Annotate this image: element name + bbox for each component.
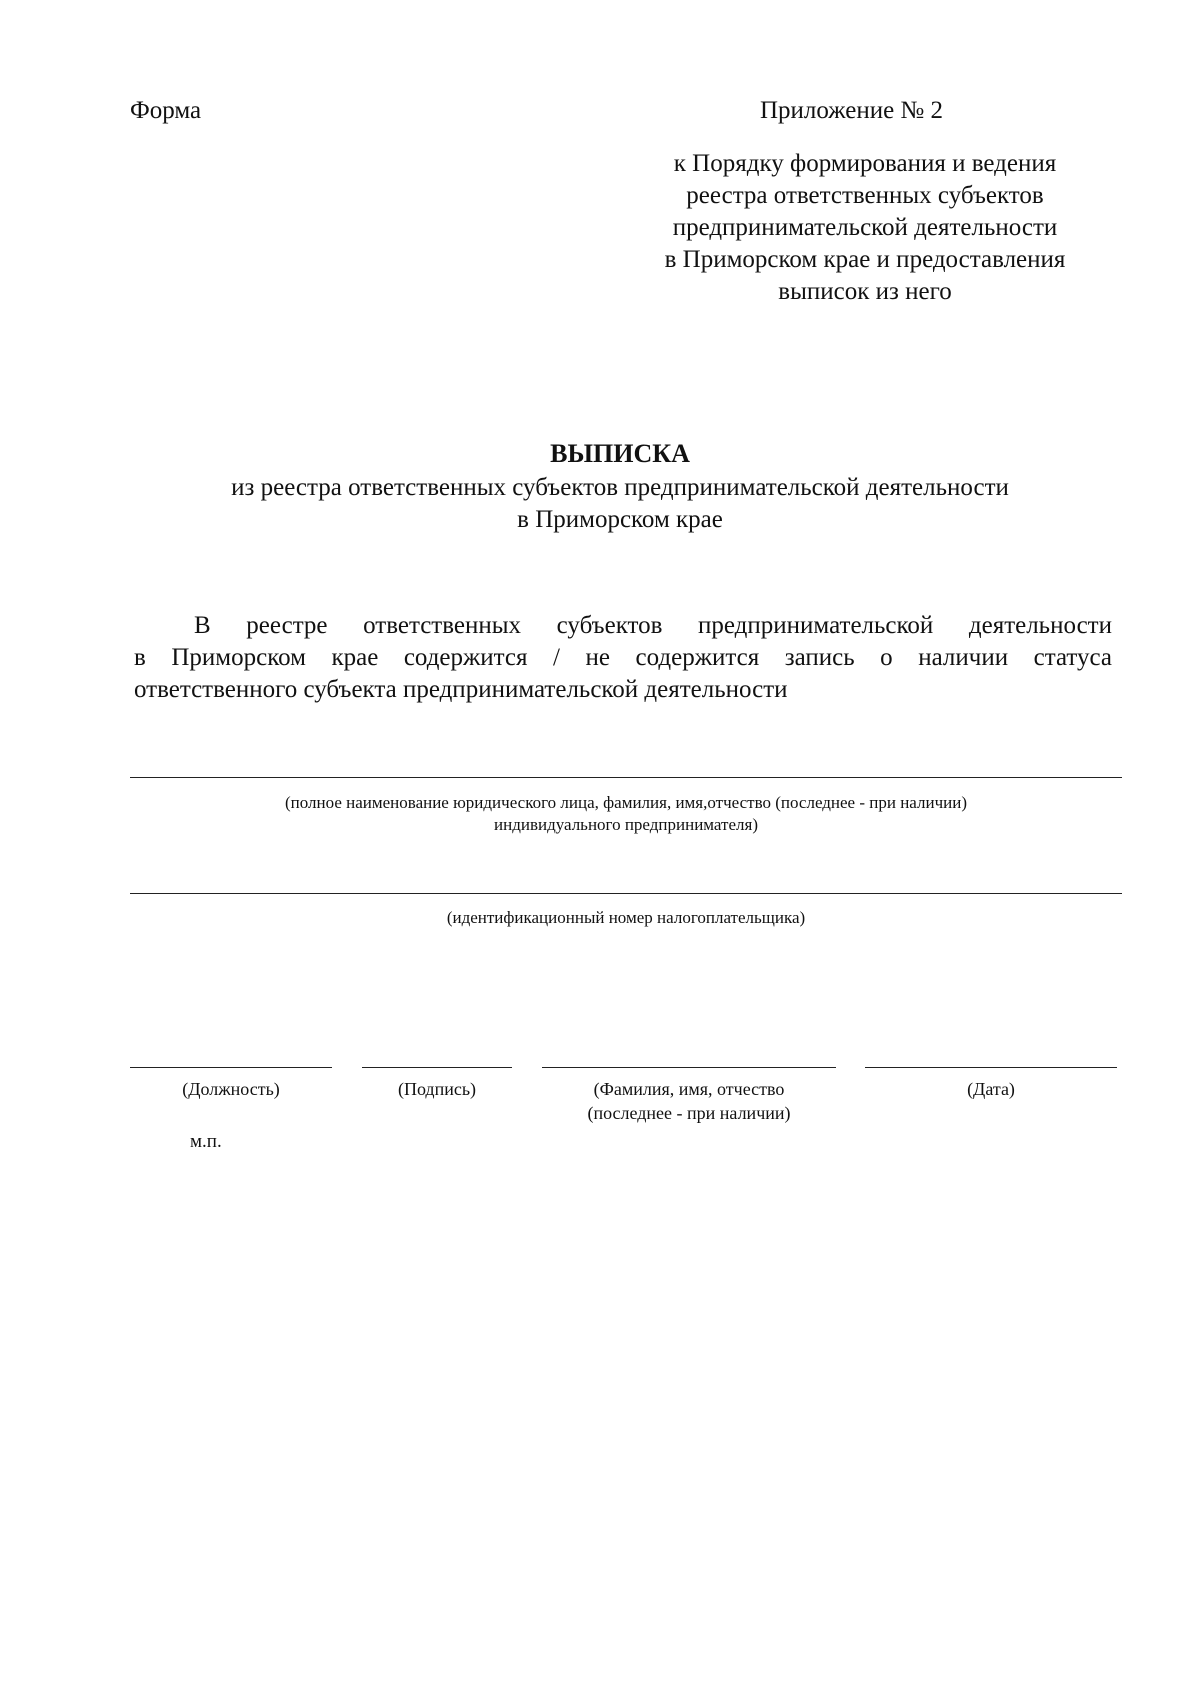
fio-caption-line: (Фамилия, имя, отчество: [593, 1079, 785, 1099]
appendix-line: предпринимательской деятельности: [672, 214, 1058, 241]
caption-line: (полное наименование юридического лица, фамилия, имя,отчество (последнее - при наличии): [285, 793, 967, 812]
appendix-line: в Приморском крае и предоставления: [664, 246, 1066, 273]
document-subtitle: [170, 472, 1070, 536]
paragraph-line: в Приморском крае содержится / не содержится запись о наличии статуса: [134, 644, 1112, 671]
fio-line[interactable]: [542, 1067, 836, 1068]
signature-caption: (Подпись): [397, 1079, 477, 1099]
position-caption: (Должность): [182, 1079, 280, 1099]
fio-caption-line: (последнее - при наличии): [587, 1103, 791, 1123]
appendix-title: Приложение № 2: [760, 97, 944, 124]
fio-caption: [542, 1077, 836, 1125]
appendix-line: к Порядку формирования и ведения: [673, 150, 1057, 177]
inn-line[interactable]: [130, 893, 1122, 894]
entity-name-caption: [130, 792, 1122, 836]
position-line[interactable]: [130, 1067, 332, 1068]
document-title: ВЫПИСКА: [550, 439, 690, 468]
paragraph-line: ответственного субъекта предпринимательской деятельности: [134, 676, 788, 703]
date-caption: (Дата): [967, 1079, 1015, 1099]
date-line[interactable]: [865, 1067, 1117, 1068]
form-label: Форма: [130, 97, 202, 124]
signature-line[interactable]: [362, 1067, 512, 1068]
appendix-line: реестра ответственных субъектов: [686, 182, 1044, 209]
appendix-reference: [600, 148, 1130, 308]
entity-name-line[interactable]: [130, 777, 1122, 778]
stamp-place-label: м.п.: [190, 1131, 222, 1152]
subtitle-line: в Приморском крае: [517, 506, 723, 533]
appendix-line: выписок из него: [778, 278, 952, 305]
inn-caption: (идентификационный номер налогоплательщика): [446, 908, 806, 927]
caption-line: индивидуального предпринимателя): [494, 815, 758, 834]
paragraph-line: В реестре ответственных субъектов предпринимательской деятельности: [194, 612, 1112, 639]
statement-paragraph: [134, 610, 1112, 706]
subtitle-line: из реестра ответственных субъектов предпринимательской деятельности: [231, 474, 1009, 501]
